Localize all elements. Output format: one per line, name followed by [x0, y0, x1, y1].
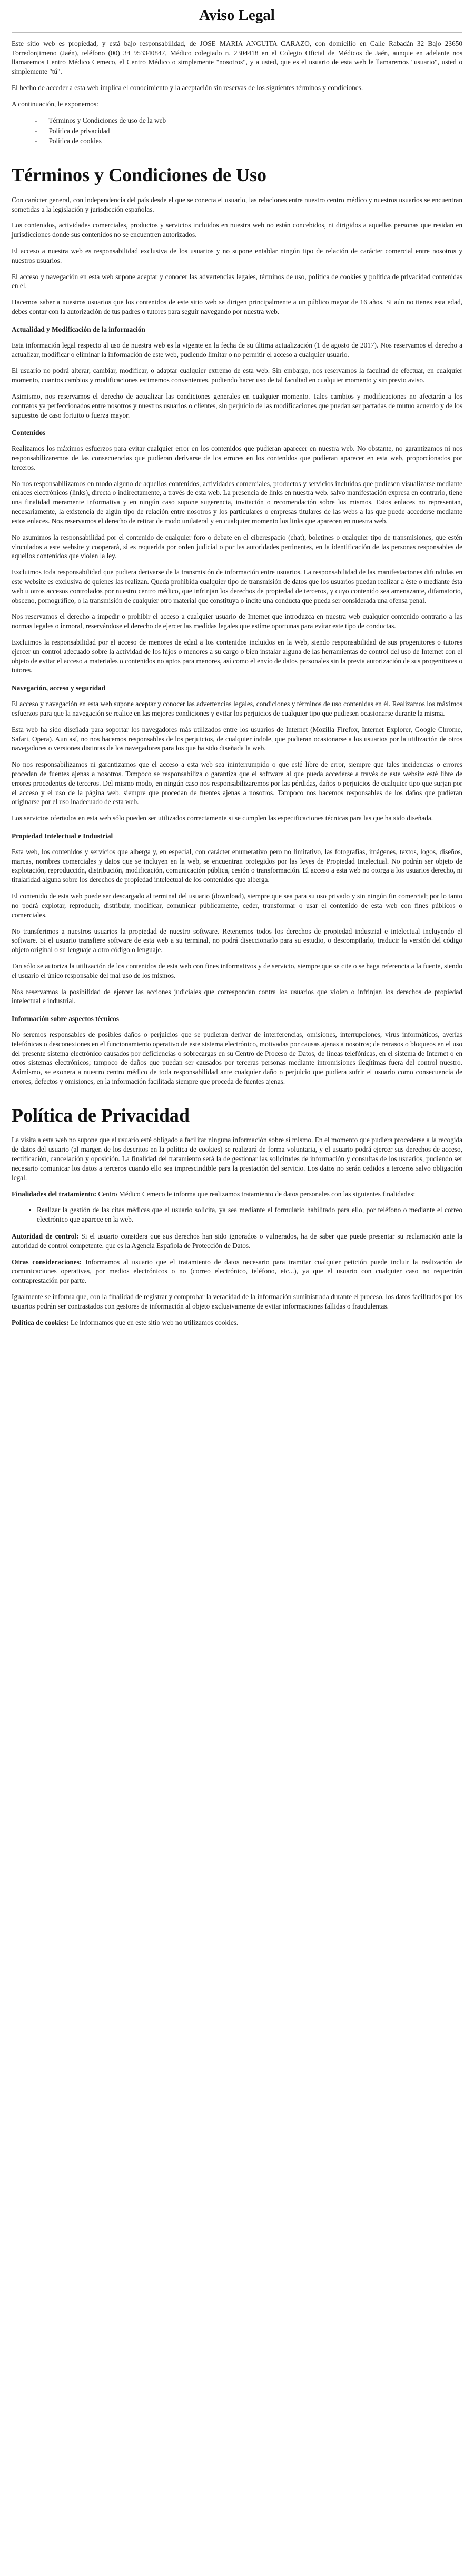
intro-block — [12, 39, 462, 146]
subsection-paragraph: Excluimos toda responsabilidad que pudiera derivarse de la transmisión de información entre usuarios. La responsabilidad de las manifestaciones difundidas en este website es exclusiva de quienes las realizan. Queda prohibida cualquier tipo de transmisión de datos que los usuarios puedan realizar a éste o mediante ésta web u otros accesos controlados por nuestro centro médico, que infrinjan los derechos de propiedad de terceros, y cuyo contenido sea amenazante, difamatorio, obsceno, pornográfico, o la transmisión de cualquier otro material que constituya o incite una conducta que pueda ser considerada una ofensa penal. — [12, 568, 462, 605]
subsection-paragraph: No transferimos a nuestros usuarios la propiedad de nuestro software. Retenemos todos los derechos de propiedad industrial e intelectual incluyendo el software. Si el usuario transfiere software de esta web a su terminal, no podrá diseccionarlo para su estudio, o descompilarlo, traducir la versión del código objeto original o su lenguaje a otro código o lenguaje. — [12, 927, 462, 954]
other-considerations-text: Informamos al usuario que el tratamiento de datos necesario para tramitar cualquier petición puede incluir la realización de comunicaciones operativas, por medios electrónicos o no (correo electrónico, teléfono, etc...), ya que el usuario con cualquier caso no requerirán contraprestación por parte. — [12, 1257, 462, 1285]
subsection-paragraph: Nos reservamos el derecho a impedir o prohibir el acceso a cualquier usuario de Internet que introduzca en nuestra web cualquier contenido contrario a las normas legales o inmoral, reservándose el derecho de ejercer las medidas legales que estime oportunas para evitar este tipo de conductas. — [12, 612, 462, 630]
authority-text: Si el usuario considera que sus derechos han sido ignorados o vulnerados, ha de saber que puede presentar su reclamación ante la autoridad de control competente, que es la Agencia Española de Protección de Datos. — [12, 1232, 462, 1250]
terms-intro-paragraph: Hacemos saber a nuestros usuarios que los contenidos de este sitio web se dirigen principalmente a un público mayor de 16 años. Si aún no tienes esta edad, debes contar con la autorización de tus padres o tutores para seguir navegando por nuestra web. — [12, 298, 462, 316]
authority-paragraph — [12, 1232, 462, 1251]
table-of-contents — [12, 116, 462, 146]
terms-intro-paragraph: El acceso y navegación en esta web supone aceptar y conocer las advertencias legales, términos de uso, política de cookies y política de privacidad contenidas en el. — [12, 272, 462, 290]
subsection-paragraph: Esta web, los contenidos y servicios que alberga y, en especial, con carácter enumerativo pero no limitativo, las fotografías, imágenes, textos, logos, diseños, marcas, nombres comerciales y datos que se incluyen en la web, se encuentran protegidos por las leyes de Propiedad Intelectual. No podrán ser objeto de explotación, reproducción, distribución, modificación, comunicación pública, cesión o transformación. El acceso a esta web no otorga a los usuarios derecho, ni titularidad alguna sobre los derechos de propiedad intelectual de los contenidos que alberga. — [12, 847, 462, 884]
privacy-closing-paragraph: Igualmente se informa que, con la finalidad de registrar y comprobar la veracidad de la información suministrada durante el proceso, los datos facilitados por los usuarios podrán ser contrastados con gestores de información al objeto exclusivamente de evitar informaciones fallidas o fraudulentas. — [12, 1293, 462, 1310]
terms-intro-paragraph: El acceso a nuestra web es responsabilidad exclusiva de los usuarios y no supone entablar ningún tipo de relación de carácter comercial entre nosotros y nuestros usuarios. — [12, 247, 462, 264]
purposes-label: Finalidades del tratamiento: — [12, 1190, 97, 1198]
cookies-text: Le informamos que en este sitio web no utilizamos cookies. — [70, 1318, 239, 1326]
terms-intro-paragraph: Con carácter general, con independencia del país desde el que se conecta el usuario, las relaciones entre nuestro centro médico y nuestros usuarios se encuentran sometidas a la legislación y jurisdicción españolas. — [12, 195, 462, 213]
subsection-paragraph: No asumimos la responsabilidad por el contenido de cualquier foro o debate en el ciberespacio (chat), boletines o cualquier tipo de transmisiones, que estén vinculados a este website y cooperará, si es requerida por orden judicial o por las autoridades pertinentes, en la identificación de las personas responsables de aquellos contenidos que violen la ley. — [12, 533, 462, 560]
other-considerations-paragraph — [12, 1257, 462, 1285]
cookies-paragraph — [12, 1318, 462, 1327]
subsection-paragraph: El contenido de esta web puede ser descargado al terminal del usuario (download), siempre que sea para su uso privado y sin ningún fin comercial; por lo tanto no podrá explotar, reproducir, distribuir, modificar, comunicar públicamente, ceder, transformar o usar el contenido de esta web con fines públicos o comerciales. — [12, 892, 462, 919]
subsection-paragraph: Esta información legal respecto al uso de nuestra web es la vigente en la fecha de su última actualización (1 de agosto de 2017). Nos reservamos el derecho a actualizar, modificar o eliminar la información de este web, pudiendo limitar o no permitir el acceso a cualquier usuario. — [12, 341, 462, 359]
subsection-paragraph: No seremos responsables de posibles daños o perjuicios que se pudieran derivar de interferencias, omisiones, interrupciones, virus informáticos, averías telefónicas o desconexiones en el funcionamiento operativo de este sistema electrónico, motivadas por causas ajenas a nosotros; de retrasos o bloqueos en el uso del presente sistema electrónico causados por deficiencias o sobrecargas en su Centro de Proceso de Datos, de líneas telefónicas, en el sistema de Internet o en otros sistemas electrónicos; tampoco de daños que puedan ser causados por terceras personas mediante intromisiones ilegítimas fuera del control nuestro. Asimismo, se exonera a nuestro centro médico de toda responsabilidad ante cualquier daño o perjuicio que pudiera sufrir el usuario como consecuencia de errores, defectos y omisiones, en la información facilitada siempre que proceda de fuentes ajenas. — [12, 1031, 462, 1086]
purposes-paragraph — [12, 1190, 462, 1199]
subsection-paragraph: Nos reservamos la posibilidad de ejercer las acciones judiciales que correspondan contra los usuarios que violen o infrinjan los derechos de propiedad intelectual e industrial. — [12, 987, 462, 1005]
subsection-paragraph: Excluimos la responsabilidad por el acceso de menores de edad a los contenidos incluidos en la Web, siendo responsabilidad de sus progenitores o tutores ejercer un control adecuado sobre la actividad de los hijos o menores a su cargo o bien instalar alguna de las herramientas de control del uso de Internet con el objeto de evitar el acceso a materiales o contenidos no aptos para menores, así como el envío de datos personales sin la previa autorización de sus progenitores o tutores. — [12, 638, 462, 675]
subsection-paragraph: Realizamos los máximos esfuerzos para evitar cualquier error en los contenidos que pudieran aparecer en nuestra web. No obstante, no garantizamos ni nos responsabilizaremos de las consecuencias que pudieran derivarse de los errores en los contenidos que pudieran aparecer en esta web, proporcionados por terceros. — [12, 444, 462, 471]
subsection-paragraph: Esta web ha sido diseñada para soportar los navegadores más utilizados entre los usuarios de Internet (Mozilla Firefox, Internet Explorer, Google Chrome, Safari, Opera). Aun así, no nos hacemos responsables de los perjuicios, de cualquier índole, que pudieran ocasionarse a los usuarios por la utilización de otros navegadores o versiones distintas de los navegadores para los que ha sido diseñada la web. — [12, 725, 462, 752]
terms-title: Términos y Condiciones de Uso — [12, 164, 267, 186]
subsection-paragraph: El acceso y navegación en esta web supone aceptar y conocer las advertencias legales, condiciones y términos de uso contenidas en él. Realizamos los máximos esfuerzos para que la navegación se realice en las mejores condiciones y evitar los perjuicios de cualquier tipo que pudiesen ocasionarse durante la misma. — [12, 700, 462, 717]
subsection-paragraph: Los servicios ofertados en esta web sólo pueden ser utilizados correctamente si se cumplen las especificaciones técnicas para las que ha sido diseñada. — [12, 814, 433, 823]
subsection-paragraph: Tan sólo se autoriza la utilización de los contenidos de esta web con fines informativos y de servicio, siempre que se cite o se haga referencia a la fuente, siendo el usuario el único responsable del mal uso de los mismos. — [12, 962, 462, 979]
toc-item-terms: - Términos y Condiciones de uso de la web — [35, 116, 462, 125]
intro-paragraph: Este sitio web es propiedad, y está bajo responsabilidad, de JOSE MARIA ANGUITA CARAZO, con domicilio en Calle Rabadán 32 Bajo 23650 Torredonjimeno (Jaén), teléfono (00) 34 953340847, Médico colegiado n. 2304418 en el Colegio Oficial de Médicos de Jaén, aunque en adelante nos llamaremos Centro Médico Cemeco, el Centro Médico o simplemente "nosotros", y a usted, que es el usuario de esta web le llamaremos "usuario", usted o simplemente "tú". — [12, 39, 462, 76]
subsection-paragraph: No nos responsabilizamos en modo alguno de aquellos contenidos, actividades comerciales, productos y servicios incluidos que pudiesen visualizarse mediante enlaces electrónicos (links), directa o indirectamente, a través de esta web. La presencia de links en nuestra web, salvo manifestación expresa en contrario, tiene una finalidad meramente informativa y en ningún caso supone sugerencia, invitación o recomendación sobre los mismos. Estos enlaces no representan, necesariamente, la existencia de algún tipo de relación entre nosotros y los particulares o empresas titulares de las webs a las que puede accederse mediante estos enlaces. Nos reservamos el derecho de retirar de modo unilateral y en cualquier momento los links que aparecen en nuestra web. — [12, 479, 462, 525]
terms-section — [12, 165, 462, 1086]
subsection-paragraph: Asimismo, nos reservamos el derecho de actualizar las condiciones generales en cualquier momento. Tales cambios y modificaciones no afectarán a los contratos ya perfeccionados entre nosotros y nuestros usuarios o clientes, sin perjuicio de las modificaciones que puedan ser pactadas de mutuo acuerdo y de los supuestos de caso fortuito o fuerza mayor. — [12, 392, 462, 419]
subsection-heading: Navegación, acceso y seguridad — [12, 684, 106, 692]
purposes-list — [12, 1205, 462, 1224]
privacy-title: Política de Privacidad — [12, 1104, 190, 1126]
subsection-paragraph: El usuario no podrá alterar, cambiar, modificar, o adaptar cualquier extremo de esta web. Sin embargo, nos reservamos la facultad de efectuar, en cualquier momento, cuantos cambios y modificaciones estimemos convenientes, pudiendo hacer uso de tal facultad en cualquier momento y sin previo aviso. — [12, 366, 462, 384]
purposes-text: Centro Médico Cemeco le informa que realizamos tratamiento de datos personales con las siguientes finalidades: — [98, 1190, 416, 1198]
other-considerations-label: Otras consideraciones: — [12, 1257, 82, 1266]
toc-item-cookies: - Política de cookies — [35, 136, 462, 146]
page-title: Aviso Legal — [199, 7, 275, 24]
cookies-label: Política de cookies: — [12, 1318, 69, 1326]
subsection-heading: Contenidos — [12, 429, 46, 437]
terms-intro-paragraph: Los contenidos, actividades comerciales, productos y servicios incluidos en nuestra web no están concebidos, ni dirigidos a aquellas personas que residan en jurisdicciones donde sus contenidos no se encuentren autorizados. — [12, 221, 462, 239]
subsection-heading: Actualidad y Modificación de la información — [12, 325, 145, 333]
intro-paragraph: A continuación, le exponemos: — [12, 100, 98, 108]
privacy-intro-paragraph: La visita a esta web no supone que el usuario esté obligado a facilitar ninguna información sobre sí mismo. En el momento que pudiera procederse a la recogida de datos del usuario (al margen de los descritos en la política de cookies) se realizará de forma voluntaria, y el usuario podrá ejercer sus derechos de acceso, rectificación, cancelación y oposición. La finalidad del tratamiento será la de gestionar las solicitudes de información y consultas de los usuarios, pudiendo ser necesario comunicar los datos a terceros cuando ello sea imprescindible para la prestación del servicio. Los datos no serán cedidos a terceros salvo obligación legal. — [12, 1136, 462, 1182]
subsection-paragraph: No nos responsabilizamos ni garantizamos que el acceso a esta web sea ininterrumpido o que esté libre de error, siempre que tales incidencias o errores procedan de fuentes ajenas a nosotros. Tampoco se responsabiliza o garantiza que el software al que pueda accederse a través de este website esté libre de errores procedentes de terceros. Del mismo modo, en ningún caso nos responsabilizaremos por las pérdidas, daños o perjuicios de cualquier tipo que surjan por el acceso y el uso de la página web, siempre que procedan de fuentes ajenas a nosotros. Tampoco nos hacemos responsables de los daños que pudieran originarse por el uso inadecuado de esta web. — [12, 760, 462, 806]
toc-item-privacy: - Política de privacidad — [35, 126, 462, 136]
privacy-section — [12, 1105, 462, 1327]
subsection-heading: Información sobre aspectos técnicos — [12, 1015, 119, 1023]
authority-label: Autoridad de control: — [12, 1232, 79, 1240]
intro-paragraph: El hecho de acceder a esta web implica el conocimiento y la aceptación sin reservas de los siguientes términos y condiciones. — [12, 84, 363, 92]
title-divider — [12, 32, 462, 33]
purposes-list-item: • Realizar la gestión de las citas médicas que el usuario solicita, ya sea mediante el formulario habilitado para ello, por teléfono o mediante el correo electrónico que aparece en la web. — [37, 1205, 462, 1224]
subsection-heading: Propiedad Intelectual e Industrial — [12, 832, 113, 840]
